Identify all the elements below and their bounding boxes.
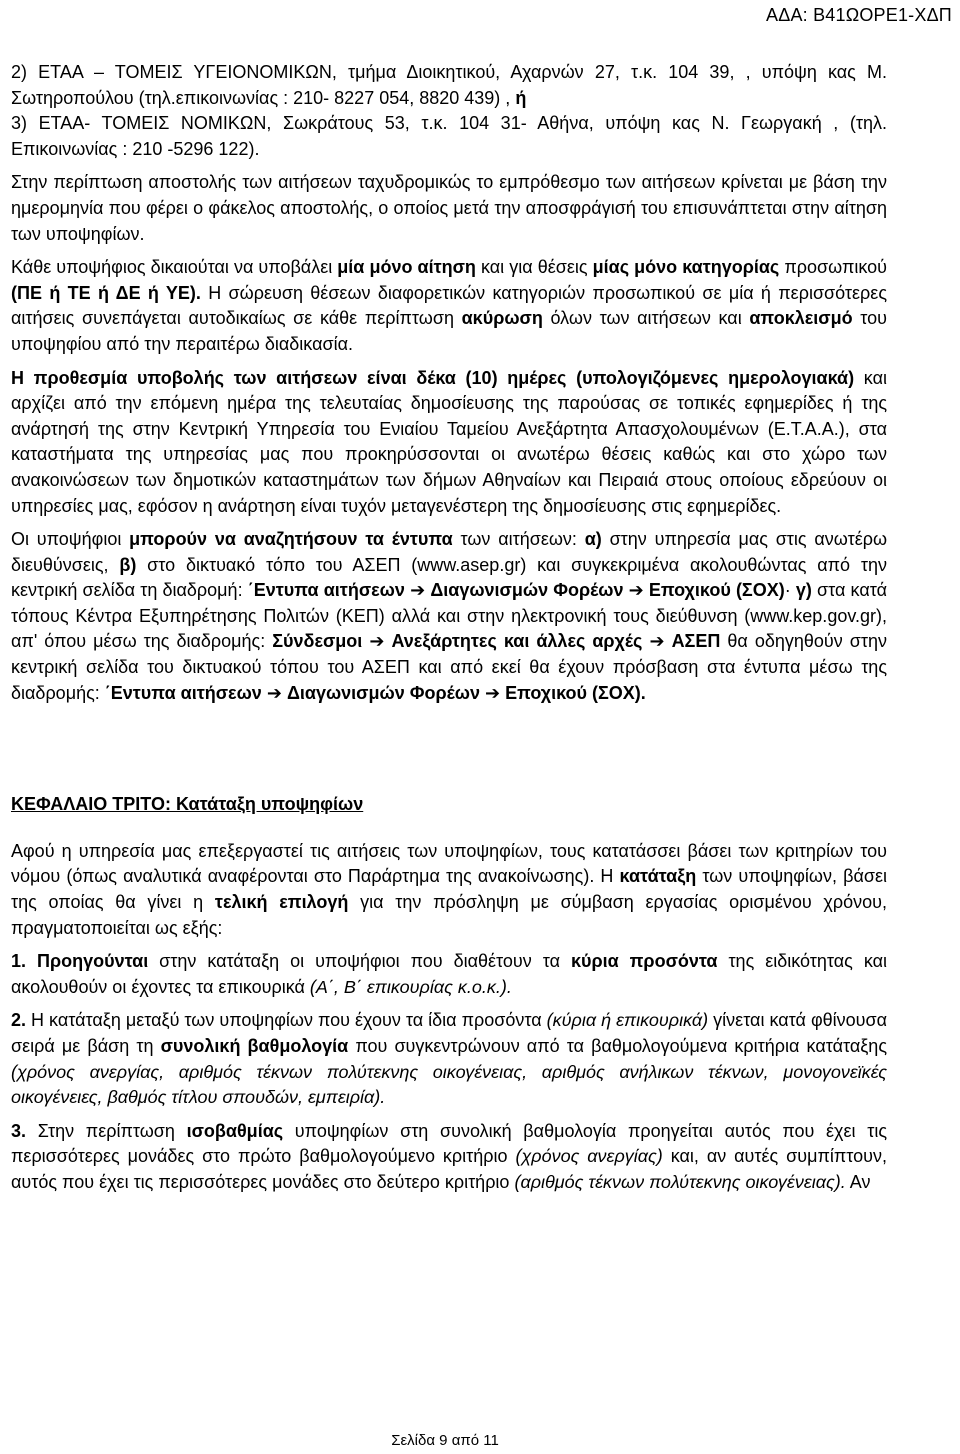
bold-fragment: ΑΣΕΠ [671, 631, 721, 652]
bold-fragment: γ) [795, 580, 812, 601]
ada-code: ΑΔΑ: Β41ΩΟΡΕ1-ΧΔΠ [766, 5, 952, 25]
italic-fragment: (χρόνος ανεργίας, αριθμός τέκνων πολύτεκνης οικογένειας, αριθμός ανήλικων τέκνων, μονογονεϊκές οικογένειες, βαθμός τίτλου σπουδών, εμπειρία). [11, 1061, 887, 1108]
bold-fragment: Η προθεσμία υποβολής των αιτήσεων είναι δέκα (10) ημέρες (υπολογιζόμενες ημερολογιακά) [11, 367, 855, 388]
text-fragment: του υποψηφίου από την περαιτέρω διαδικασία. [11, 308, 887, 354]
bold-fragment: μία μόνο αίτηση [337, 257, 476, 278]
bold-fragment: ισοβαθμίας [186, 1120, 284, 1141]
bold-fragment: Σύνδεσμοι [272, 631, 363, 652]
paragraph-address-2 [11, 60, 887, 111]
paragraph-ranking-1 [11, 949, 887, 1000]
paragraph-address-3: 3) ΕΤΑΑ- ΤΟΜΕΙΣ ΝΟΜΙΚΩΝ, Σωκράτους 53, τ.κ. 104 31- Αθήνα, υπόψη κας Ν. Γεωργακή , (τηλ. Επικοινωνίας : 210 -5296 122). [11, 113, 887, 159]
bold-fragment: μίας μόνο κατηγορίας [592, 257, 780, 278]
paragraph-ranking-intro [11, 839, 887, 941]
paragraph-deadline [11, 366, 887, 520]
bold-fragment: Διαγωνισμών Φορέων [286, 682, 480, 703]
text-fragment: των αιτήσεων: [452, 529, 585, 550]
paragraph-forms [11, 527, 887, 706]
bold-fragment: συνολική βαθμολογία [160, 1036, 349, 1056]
italic-fragment: (αριθμός τέκνων πολύτεκνης οικογένειας). [514, 1171, 846, 1192]
text-fragment: και, αν αυτές συμπίπτουν, αυτός που έχει τις περισσότερες μονάδες στο δεύτερο κριτήριο [11, 1146, 887, 1192]
arrow-right-icon: ➔ [484, 682, 501, 703]
bold-fragment: 2. [11, 1010, 27, 1031]
text-fragment: στην κατάταξη οι υποψήφιοι που διαθέτουν τα [148, 951, 571, 972]
italic-fragment: (χρόνος ανεργίας) [515, 1146, 663, 1167]
italic-fragment: (κύρια ή επικουρικά) [546, 1010, 709, 1031]
text-fragment: που συγκεντρώνουν από τα βαθμολογούμενα κριτήρια κατάταξης [348, 1036, 887, 1056]
page-number: Σελίδα 9 από 11 [391, 1432, 499, 1449]
address-2-text: 2) ΕΤΑΑ – ΤΟΜΕΙΣ ΥΓΕΙΟΝΟΜΙΚΩΝ, τμήμα Διοικητικού, Αχαρνών 27, τ.κ. 104 39, , υπόψη κας Μ. Σωτηροπούλου (τηλ.επικοινωνίας : 210- 8227 054, 8820 439) , [11, 62, 887, 108]
paragraph-single-application [11, 255, 887, 357]
text-fragment: στην υπηρεσία μας στις ανωτέρω διευθύνσεις, [11, 529, 888, 575]
bold-fragment: β) [119, 554, 137, 575]
bold-fragment: Εποχικού (ΣΟΧ). [505, 682, 646, 703]
text-fragment: στο δικτυακό τόπο του ΑΣΕΠ (www.asep.gr) και συγκεκριμένα ακολουθώντας από την κεντρική σελίδα τη διαδρομή: [11, 554, 887, 601]
text-fragment: Κάθε υποψήφιος δικαιούται να υποβάλει [11, 257, 338, 278]
bold-fragment: ΄Εντυπα αιτήσεων [104, 682, 262, 703]
text-fragment: Αφού η υπηρεσία μας επεξεργαστεί τις αιτήσεις των υποψηφίων, τους κατατάσσει βάσει των κριτηρίων του νόμου (όπως αναλυτικά αναφέρονται στο Παράρτημα της ανακοίνωσης). Η [11, 840, 887, 887]
bold-fragment: ακύρωση [461, 308, 543, 329]
paragraph-ranking-2 [11, 1008, 887, 1110]
text-fragment: της ειδικότητας και ακολουθούν οι έχοντες τα επικουρικά [11, 951, 888, 997]
arrow-right-icon: ➔ [410, 580, 426, 601]
text-fragment: στα κατά τόπους Κέντρα Εξυπηρέτησης Πολιτών (ΚΕΠ) αλλά και στην ηλεκτρονική τους διεύθυνση (www.kep.gov.gr), απ' όπου μέσω της διαδρομής: [11, 580, 887, 652]
text-fragment: Η κατάταξη μεταξύ των υποψηφίων που έχουν τα ίδια προσόντα [26, 1010, 547, 1031]
bold-fragment: 3. [11, 1120, 27, 1141]
text-fragment: προσωπικού [779, 257, 887, 278]
text-fragment: Οι υποψήφιοι [11, 529, 130, 550]
paragraph-ranking-3 [11, 1119, 887, 1196]
text-fragment: Στην περίπτωση [26, 1120, 187, 1141]
bold-fragment: Εποχικού (ΣΟΧ) [648, 580, 785, 601]
text-fragment: Αν [845, 1171, 871, 1192]
document-body [11, 60, 887, 1204]
text-fragment: όλων των αιτήσεων και [542, 308, 750, 329]
text-fragment: · [784, 580, 796, 601]
italic-fragment: (Α΄, Β΄ επικουρίας κ.ο.κ.). [309, 976, 512, 997]
arrow-right-icon: ➔ [649, 631, 665, 652]
bold-fragment: μπορούν να αναζητήσουν τα έντυπα [129, 529, 453, 550]
bold-fragment: Διαγωνισμών Φορέων [430, 580, 624, 601]
bold-fragment: α) [584, 529, 602, 550]
text-fragment: και για θέσεις [475, 257, 593, 278]
chapter-title: ΚΕΦΑΛΑΙΟ ΤΡΙΤΟ: Κατάταξη υποψηφίων [11, 794, 364, 815]
text-fragment: Η σώρευση θέσεων διαφορετικών κατηγοριών προσωπικού σε μία ή περισσότερες αιτήσεις συνεπάγεται αυτοδικαίως σε κάθε περίπτωση [11, 282, 887, 329]
bold-fragment: κύρια προσόντα [570, 951, 718, 972]
arrow-right-icon: ➔ [266, 682, 282, 703]
text-fragment: των υποψηφίων, βάσει της οποίας θα γίνει η [11, 866, 887, 913]
address-2-or: ή [515, 87, 527, 108]
bold-fragment: τελική επιλογή [214, 892, 349, 913]
arrow-right-icon: ➔ [628, 580, 644, 601]
paragraph-postal-submission: Στην περίπτωση αποστολής των αιτήσεων ταχυδρομικώς το εμπρόθεσμο των αιτήσεων κρίνεται με βάση την ημερομηνία που φέρει ο φάκελος αποστολής, ο οποίος μετά την αποσφράγισή του επισυνάπτεται στην αίτηση των υποψηφίων. [11, 172, 887, 244]
bold-fragment: Ανεξάρτητες και άλλες αρχές [391, 631, 643, 652]
text-fragment: γίνεται κατά φθίνουσα σειρά με βάση τη [11, 1010, 887, 1056]
bold-fragment: ΄Εντυπα αιτήσεων [247, 580, 405, 601]
text-fragment: και αρχίζει από την επόμενη ημέρα της τελευταίας δημοσίευσης της παρούσας σε τοπικές εφημερίδες ή της ανάρτησή της στην Κεντρική Υπηρεσία του Ενιαίου Ταμείου Ανεξάρτητα Απασχολουμένων (Ε.Τ.Α.Α.), στα καταστήματα της υπηρεσίας μας που προκηρύσσονται οι ανωτέρω θέσεις καθώς και στο χώρο των ανακοινώσεων των δημοτικών καταστημάτων των δήμων Αθηναίων και Πειραιά στους οποίους εδρεύουν οι υπηρεσίες μας, εφόσον η ανάρτηση είναι τυχόν μεταγενέστερη της δημοσίευσης στις εφημερίδες. [11, 367, 887, 516]
text-fragment: για την πρόσληψη με σύμβαση εργασίας ορισμένου χρόνου, πραγματοποιείται ως εξής: [11, 892, 887, 938]
bold-fragment: κατάταξη [619, 866, 697, 887]
bold-fragment: (ΠΕ ή ΤΕ ή ΔΕ ή ΥΕ). [11, 282, 201, 303]
bold-fragment: 1. Προηγούνται [11, 951, 149, 972]
bold-fragment: αποκλεισμό [749, 308, 853, 329]
arrow-right-icon: ➔ [369, 631, 385, 652]
text-fragment: υποψηφίων στη συνολική βαθμολογία προηγείται αυτός που έχει τις περισσότερες μονάδες στο πρώτο βαθμολογούμενο κριτήριο [11, 1120, 887, 1167]
text-fragment: θα οδηγηθούν στην κεντρική σελίδα του δικτυακού τόπου του ΑΣΕΠ και από εκεί θα έχουν πρόσβαση στα έντυπα μέσω της διαδρομής: [11, 631, 887, 703]
